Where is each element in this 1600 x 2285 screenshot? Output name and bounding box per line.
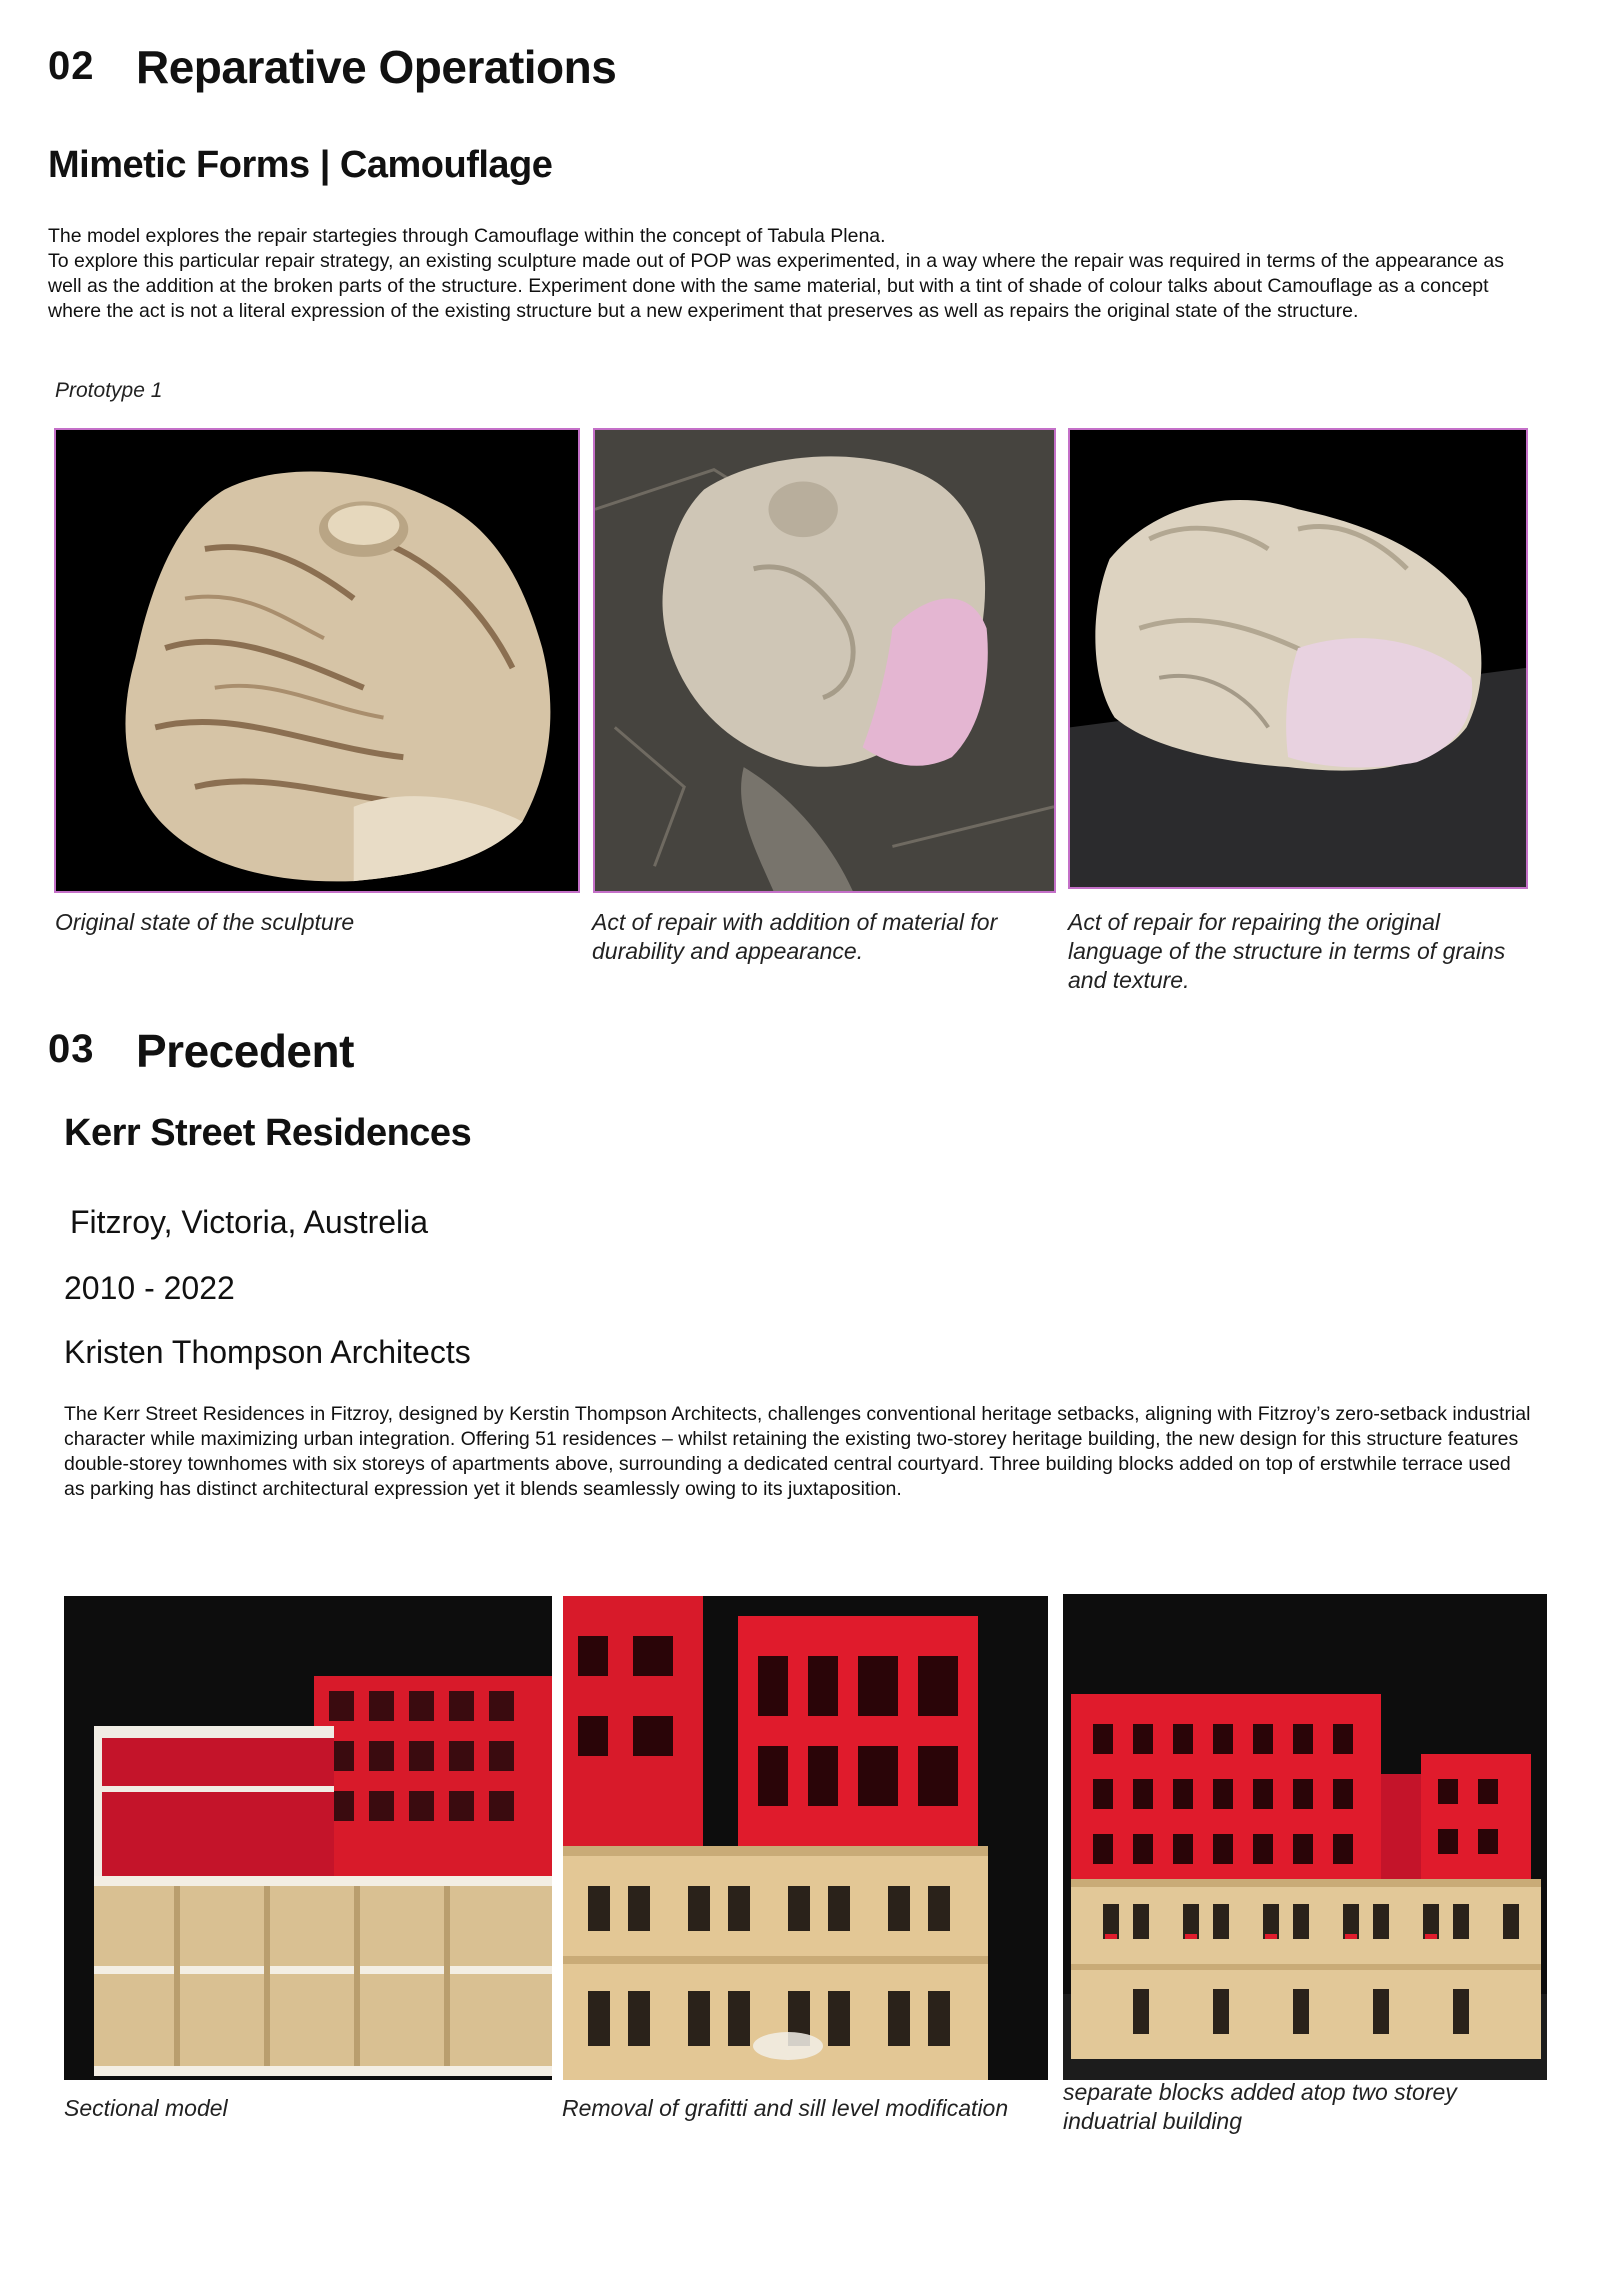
caption-original-state: Original state of the sculpture bbox=[55, 909, 355, 935]
caption-repair-addition: Act of repair with addition of material for durability and appearance. bbox=[592, 909, 998, 964]
caption-sectional-model: Sectional model bbox=[64, 2095, 228, 2121]
photo-repair-texture bbox=[1068, 428, 1528, 889]
paragraph-line: To explore this particular repair strategy, an existing sculpture made out of POP was experimented, in a way where the repair was required in terms of the appearance as well as the addition at the broken parts of the structure. Experiment done with the same material, but with a tint of shade of colour talks about Camouflage as a concept where the act is not a literal expression of the existing structure but a new experiment that preserves as well as repairs the original state of the structure. bbox=[48, 250, 1505, 322]
caption-repair-texture: Act of repair for repairing the original language of the structure in terms of grains and texture. bbox=[1068, 909, 1506, 993]
photo-original-sculpture bbox=[54, 428, 580, 893]
project-title: Kerr Street Residences bbox=[64, 1112, 472, 1154]
project-architect: Kristen Thompson Architects bbox=[64, 1334, 471, 1370]
photo-repair-addition bbox=[593, 428, 1056, 893]
paragraph-line: The model explores the repair startegies through Camouflage within the concept of Tabula Plena. bbox=[48, 225, 886, 247]
photo-sectional-model bbox=[64, 1596, 552, 2080]
subtitle-mimetic-forms: Mimetic Forms | Camouflage bbox=[48, 144, 553, 186]
section-number-02: 02 bbox=[48, 44, 95, 88]
section3-paragraph: The Kerr Street Residences in Fitzroy, designed by Kerstin Thompson Architects, challenges conventional heritage setbacks, aligning with Fitzroy’s zero-setback industrial character while maximizing urban integration. Offering 51 residences – whilst retaining the existing two-storey heritage building, the new design for this structure features double-storey townhomes with six storeys of apartments above, surrounding a dedicated central courtyard. Three building blocks added on top of erstwhile terrace used as parking has distinct architectural expression yet it blends seamlessly owing to its juxtaposition. bbox=[64, 1403, 1531, 1500]
section-number-03: 03 bbox=[48, 1027, 95, 1071]
caption-graffiti-removal: Removal of grafitti and sill level modification bbox=[562, 2095, 1009, 2121]
section-title-reparative-operations: Reparative Operations bbox=[136, 41, 617, 93]
section-title-precedent: Precedent bbox=[136, 1025, 354, 1077]
photo-graffiti-removal bbox=[563, 1596, 1048, 2080]
project-years: 2010 - 2022 bbox=[64, 1270, 235, 1306]
project-location: Fitzroy, Victoria, Austrelia bbox=[70, 1204, 429, 1240]
photo-separate-blocks bbox=[1063, 1594, 1547, 2080]
section2-paragraph bbox=[48, 224, 1538, 324]
caption-separate-blocks: separate blocks added atop two storey induatrial building bbox=[1063, 2079, 1457, 2134]
prototype-label: Prototype 1 bbox=[55, 379, 163, 402]
